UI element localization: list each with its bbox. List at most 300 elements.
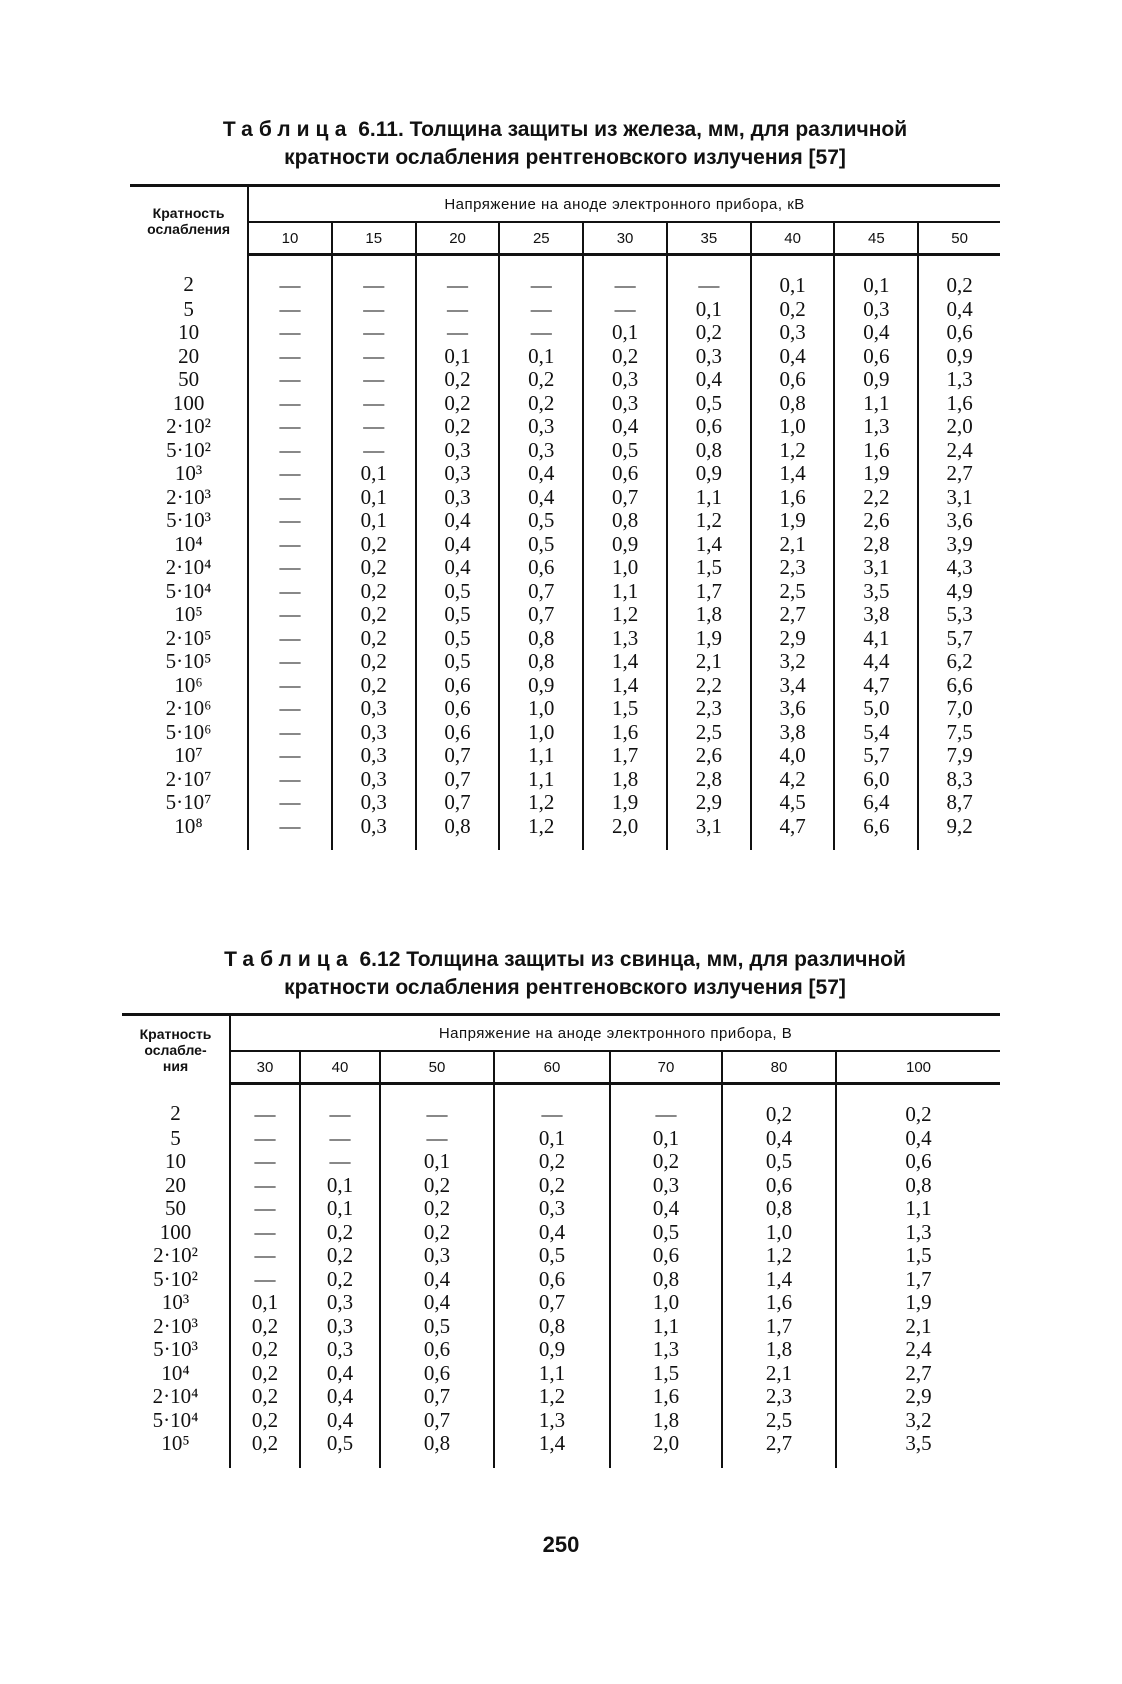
table-row (130, 580, 1000, 604)
table-row (122, 1268, 1000, 1292)
table-cell: 1,7 (905, 1266, 932, 1291)
table-cell: 1,6 (946, 390, 973, 415)
table-cell: 2,0 (583, 815, 667, 851)
table-cell: 2,5 (751, 580, 835, 604)
row-label: 2·10³ (122, 1315, 230, 1339)
table-row (122, 1197, 1000, 1221)
row-label: 5·10⁷ (130, 791, 248, 815)
column-header: 25 (499, 222, 583, 255)
row-label: 2·10⁷ (130, 768, 248, 792)
table-cell: 0,3 (300, 1338, 380, 1362)
table-cell: 0,4 (834, 321, 918, 345)
table-row (130, 255, 1000, 298)
table-cell: 0,9 (946, 343, 973, 368)
column-header: 15 (332, 222, 416, 255)
table-cell: 4,5 (751, 791, 835, 815)
table-cell: 0,3 (834, 298, 918, 322)
table-cell: 0,5 (499, 533, 583, 557)
table-cell: 0,2 (751, 298, 835, 322)
row-label: 5·10⁴ (130, 580, 248, 604)
table-cell: 0,3 (499, 439, 583, 463)
table-cell: — (667, 255, 751, 298)
table-cell: 0,8 (667, 439, 751, 463)
table-cell: 0,6 (416, 697, 500, 721)
table-cell: 0,5 (416, 580, 500, 604)
column-header: 80 (722, 1051, 836, 1084)
row-label: 100 (122, 1221, 230, 1245)
table-cell: — (248, 815, 332, 851)
table-cell: 0,4 (300, 1409, 380, 1433)
table-cell: — (230, 1268, 300, 1292)
table-row (130, 439, 1000, 463)
table-cell: 0,5 (416, 603, 500, 627)
table-cell: 0,2 (380, 1174, 494, 1198)
table-cell: 0,2 (380, 1197, 494, 1221)
table-row (130, 509, 1000, 533)
column-header: 40 (751, 222, 835, 255)
table-cell: 2,7 (946, 461, 973, 485)
table-cell: — (416, 298, 500, 322)
table-cell: 1,3 (494, 1409, 610, 1433)
row-label: 10³ (130, 462, 248, 486)
table-cell: — (248, 768, 332, 792)
row-header (122, 1015, 230, 1084)
table-cell: 1,6 (751, 486, 835, 510)
table-cell: 0,7 (416, 768, 500, 792)
table-row (122, 1432, 1000, 1468)
row-label: 20 (130, 345, 248, 369)
row-label: 10 (122, 1150, 230, 1174)
table-cell: 1,2 (583, 603, 667, 627)
table-cell: 1,0 (610, 1291, 722, 1315)
table-cell: 0,8 (751, 392, 835, 416)
table-cell: — (230, 1150, 300, 1174)
table-row (130, 627, 1000, 651)
table-6-11-caption-line1 (130, 116, 1000, 144)
table-cell: 0,9 (499, 674, 583, 698)
column-header: 30 (230, 1051, 300, 1084)
table-row (122, 1084, 1000, 1127)
table-cell: 0,2 (300, 1221, 380, 1245)
table-cell: — (416, 321, 500, 345)
table-row (130, 721, 1000, 745)
table-cell: — (248, 744, 332, 768)
table-cell: — (610, 1084, 722, 1127)
page-number: 250 (542, 1532, 580, 1557)
table-cell: 4,9 (946, 578, 973, 603)
table-cell: 1,9 (667, 627, 751, 651)
table-cell: — (248, 556, 332, 580)
row-label: 2·10² (130, 415, 248, 439)
table-cell: 1,0 (751, 415, 835, 439)
table-cell: 0,7 (494, 1291, 610, 1315)
table-cell: 2,9 (905, 1384, 932, 1408)
table-cell: 0,4 (722, 1127, 836, 1151)
table-cell: 0,4 (300, 1385, 380, 1409)
table-cell: 0,4 (416, 509, 500, 533)
table-cell: — (248, 533, 332, 557)
table-cell: 0,3 (583, 392, 667, 416)
table-6-12-label: Таблица (224, 948, 354, 971)
table-cell: 4,0 (751, 744, 835, 768)
table-cell: 0,5 (416, 627, 500, 651)
table-cell: 1,8 (610, 1409, 722, 1433)
table-cell: 3,5 (905, 1431, 932, 1455)
table-cell: 9,2 (946, 813, 973, 838)
table-cell: 0,1 (380, 1150, 494, 1174)
table-cell: 0,4 (380, 1268, 494, 1292)
table-cell: 0,2 (332, 674, 416, 698)
table-cell: 2,6 (667, 744, 751, 768)
table-cell: — (248, 721, 332, 745)
table-cell: — (230, 1197, 300, 1221)
table-cell: 1,4 (667, 533, 751, 557)
table-cell: 0,3 (300, 1315, 380, 1339)
table-cell: 0,2 (300, 1268, 380, 1292)
table-cell: 3,2 (751, 650, 835, 674)
table-cell: 0,6 (905, 1149, 932, 1173)
table-cell: 0,2 (494, 1150, 610, 1174)
table-cell: 0,3 (494, 1197, 610, 1221)
table-cell: 1,3 (946, 367, 973, 391)
table-cell: — (248, 509, 332, 533)
table-cell: 0,9 (834, 368, 918, 392)
table-cell: 0,2 (230, 1432, 300, 1468)
table-cell: 0,4 (499, 486, 583, 510)
table-cell: 2,4 (946, 437, 973, 462)
column-header: 60 (494, 1051, 610, 1084)
row-label: 2·10⁵ (130, 627, 248, 651)
table-cell: 0,3 (583, 368, 667, 392)
table-cell: — (248, 321, 332, 345)
table-cell: 1,6 (583, 721, 667, 745)
table-cell: 1,8 (722, 1338, 836, 1362)
table-6-12-title-2: кратности ослабления рентгеновского излучения [57] (284, 976, 846, 999)
table-cell: 4,1 (834, 627, 918, 651)
table-cell: 0,8 (722, 1197, 836, 1221)
table-cell: 1,5 (583, 697, 667, 721)
table-cell: 0,1 (332, 462, 416, 486)
table-cell: 1,0 (583, 556, 667, 580)
table-cell: 5,7 (834, 744, 918, 768)
table-cell: — (248, 580, 332, 604)
table-row (130, 697, 1000, 721)
table-cell: 0,2 (380, 1221, 494, 1245)
table-cell: 0,2 (332, 533, 416, 557)
table-cell: 0,8 (494, 1315, 610, 1339)
table-cell: 1,3 (583, 627, 667, 651)
table-cell: 0,2 (332, 603, 416, 627)
table-cell: 2,3 (722, 1385, 836, 1409)
table-6-12-caption-line1 (130, 946, 1000, 974)
table-cell: 0,2 (722, 1084, 836, 1127)
table-cell: 0,1 (667, 298, 751, 322)
table-cell: — (248, 368, 332, 392)
table-cell: 0,4 (583, 415, 667, 439)
table-cell: 2,8 (834, 533, 918, 557)
table-cell: — (248, 298, 332, 322)
table-cell: 0,4 (416, 556, 500, 580)
row-label: 2·10⁴ (122, 1385, 230, 1409)
table-cell: 0,8 (905, 1172, 932, 1197)
table-cell: 1,0 (499, 721, 583, 745)
row-label: 2 (130, 255, 248, 298)
row-label: 10⁵ (130, 603, 248, 627)
row-label: 5·10² (122, 1268, 230, 1292)
group-header: Напряжение на аноде электронного прибора, В (230, 1015, 1000, 1052)
table-cell: — (248, 603, 332, 627)
row-label: 100 (130, 392, 248, 416)
table-cell: — (248, 392, 332, 416)
table-cell: 0,7 (499, 603, 583, 627)
row-label: 50 (122, 1197, 230, 1221)
table-cell: 0,6 (380, 1338, 494, 1362)
table-cell: 0,6 (834, 345, 918, 369)
table-cell: 1,4 (494, 1432, 610, 1468)
table-cell: 0,3 (332, 697, 416, 721)
table-cell: 0,3 (416, 439, 500, 463)
table-cell: 0,2 (946, 273, 973, 297)
table-cell: 2,7 (722, 1432, 836, 1468)
table-cell: 0,2 (667, 321, 751, 345)
table-cell: 0,3 (667, 345, 751, 369)
table-cell: 2,9 (667, 791, 751, 815)
row-label: 10³ (122, 1291, 230, 1315)
table-cell: 0,1 (416, 345, 500, 369)
table-cell: 3,1 (946, 484, 973, 509)
table-cell: 4,2 (751, 768, 835, 792)
table-cell: 0,3 (416, 486, 500, 510)
table-row (122, 1244, 1000, 1268)
row-label: 5·10⁵ (130, 650, 248, 674)
table-6-11-label: Таблица (222, 118, 353, 141)
table-cell: 1,5 (610, 1362, 722, 1386)
table-row (122, 1127, 1000, 1151)
table-cell: 2,0 (610, 1432, 722, 1468)
table-cell: 0,3 (499, 415, 583, 439)
table-cell: 8,7 (946, 790, 973, 814)
row-label: 2·10⁶ (130, 697, 248, 721)
table-cell: 0,4 (380, 1291, 494, 1315)
column-header: 30 (583, 222, 667, 255)
table-cell: 1,7 (583, 744, 667, 768)
table-cell: 0,1 (332, 509, 416, 533)
table-cell: 0,1 (230, 1291, 300, 1315)
row-label: 5 (130, 298, 248, 322)
table-cell: 0,7 (416, 791, 500, 815)
row-label: 10⁴ (122, 1362, 230, 1386)
table-cell: 1,9 (834, 462, 918, 486)
table-cell: 2,1 (667, 650, 751, 674)
column-header: 20 (416, 222, 500, 255)
table-cell: — (248, 415, 332, 439)
table-cell: 3,4 (751, 674, 835, 698)
table-cell: 0,3 (300, 1291, 380, 1315)
table-cell: 2,1 (905, 1313, 932, 1338)
table-cell: 3,2 (905, 1407, 932, 1432)
table-row (130, 392, 1000, 416)
row-label: 20 (122, 1174, 230, 1198)
table-cell: 0,2 (494, 1174, 610, 1198)
table-row (130, 815, 1000, 851)
table-row (130, 415, 1000, 439)
column-header: 50 (918, 222, 1000, 255)
row-label: 2·10² (122, 1244, 230, 1268)
table-cell: 3,1 (667, 815, 751, 851)
table-cell: — (499, 321, 583, 345)
table-row (122, 1338, 1000, 1362)
table-cell: 2,2 (834, 486, 918, 510)
row-label: 2·10³ (130, 486, 248, 510)
table-cell: 0,4 (667, 368, 751, 392)
table-cell: 0,3 (332, 744, 416, 768)
table-cell: 0,7 (380, 1385, 494, 1409)
table-cell: 0,1 (332, 486, 416, 510)
table-cell: 1,1 (905, 1196, 932, 1220)
table-cell: 0,9 (667, 462, 751, 486)
table-cell: — (332, 392, 416, 416)
table-cell: — (248, 345, 332, 369)
table-cell: 7,0 (946, 696, 973, 720)
table-cell: — (248, 674, 332, 698)
row-header-line1: Кратность (139, 1025, 212, 1042)
table-cell: 0,2 (499, 392, 583, 416)
table-cell: 0,2 (230, 1362, 300, 1386)
table-cell: 4,4 (834, 650, 918, 674)
table-row (122, 1409, 1000, 1433)
table-cell: 0,2 (300, 1244, 380, 1268)
table-cell: — (583, 298, 667, 322)
table-cell: 0,6 (946, 320, 973, 344)
table-cell: 6,0 (834, 768, 918, 792)
table-cell: — (380, 1127, 494, 1151)
table-cell: 0,2 (416, 368, 500, 392)
table-cell: 1,3 (905, 1219, 932, 1244)
table-cell: 2,0 (946, 414, 973, 438)
row-label: 10⁶ (130, 674, 248, 698)
table-cell: 1,2 (667, 509, 751, 533)
column-header: 45 (834, 222, 918, 255)
table-row (130, 462, 1000, 486)
row-label: 5·10⁶ (130, 721, 248, 745)
table-cell: 3,6 (946, 508, 973, 532)
row-label: 5·10³ (122, 1338, 230, 1362)
row-label: 2·10⁴ (130, 556, 248, 580)
table-cell: 0,1 (499, 345, 583, 369)
table-cell: — (248, 791, 332, 815)
table-cell: 0,2 (583, 345, 667, 369)
table-cell: 0,2 (230, 1409, 300, 1433)
table-cell: — (416, 255, 500, 298)
table-cell: — (248, 627, 332, 651)
row-label: 5·10² (130, 439, 248, 463)
table-row (130, 791, 1000, 815)
table-cell: 0,6 (494, 1268, 610, 1292)
table-6-11-caption (130, 116, 1000, 172)
table-cell: 0,1 (583, 321, 667, 345)
table-cell: 0,5 (416, 650, 500, 674)
table-cell: 0,1 (834, 255, 918, 298)
table-6-12 (122, 1013, 1000, 1468)
table-cell: — (300, 1150, 380, 1174)
table-row (122, 1174, 1000, 1198)
table-cell: 2,4 (905, 1337, 932, 1361)
table-cell: 1,8 (583, 768, 667, 792)
table-cell: — (332, 439, 416, 463)
column-header: 35 (667, 222, 751, 255)
table-cell: 2,2 (667, 674, 751, 698)
table-cell: 0,6 (499, 556, 583, 580)
table-cell: 0,5 (583, 439, 667, 463)
table-row (130, 486, 1000, 510)
table-cell: 4,7 (834, 674, 918, 698)
table-cell: 0,5 (667, 392, 751, 416)
table-row (130, 345, 1000, 369)
table-cell: 0,8 (610, 1268, 722, 1292)
table-cell: 0,5 (722, 1150, 836, 1174)
table-cell: 1,8 (667, 603, 751, 627)
table-cell: 6,4 (834, 791, 918, 815)
row-label: 10⁸ (130, 815, 248, 851)
table-cell: 0,3 (332, 815, 416, 851)
table-cell: 1,1 (834, 392, 918, 416)
table-cell: — (230, 1084, 300, 1127)
column-header: 100 (836, 1051, 1000, 1084)
table-cell: — (248, 697, 332, 721)
table-cell: 0,8 (380, 1432, 494, 1468)
table-cell: 0,4 (610, 1197, 722, 1221)
table-cell: 0,5 (494, 1244, 610, 1268)
table-cell: 0,4 (300, 1362, 380, 1386)
table-cell: 0,5 (380, 1315, 494, 1339)
table-cell: 0,9 (583, 533, 667, 557)
table-cell: — (248, 462, 332, 486)
table-row (130, 368, 1000, 392)
row-label: 2 (122, 1084, 230, 1127)
table-cell: 0,2 (499, 368, 583, 392)
column-header: 50 (380, 1051, 494, 1084)
row-label: 10⁴ (130, 533, 248, 557)
table-cell: 1,9 (751, 509, 835, 533)
table-cell: 1,1 (610, 1315, 722, 1339)
table-cell: 0,1 (751, 255, 835, 298)
table-cell: 5,4 (834, 721, 918, 745)
table-row (130, 768, 1000, 792)
table-cell: 0,8 (416, 815, 500, 851)
table-row (130, 744, 1000, 768)
table-cell: 1,4 (583, 674, 667, 698)
table-cell: 1,2 (499, 791, 583, 815)
table-cell: 3,9 (946, 531, 973, 556)
table-cell: 1,6 (834, 439, 918, 463)
table-cell: 0,6 (667, 415, 751, 439)
table-cell: 3,5 (834, 580, 918, 604)
table-cell: — (332, 298, 416, 322)
table-cell: 0,6 (380, 1362, 494, 1386)
table-row (122, 1150, 1000, 1174)
table-cell: 0,1 (300, 1174, 380, 1198)
column-header: 10 (248, 222, 332, 255)
table-cell: 0,6 (722, 1174, 836, 1198)
table-6-11 (130, 184, 1000, 850)
table-cell: 0,3 (416, 462, 500, 486)
column-header: 70 (610, 1051, 722, 1084)
row-header-line1: Кратность (152, 204, 225, 221)
table-cell: 0,5 (300, 1432, 380, 1468)
table-cell: — (583, 255, 667, 298)
table-row (130, 556, 1000, 580)
table-cell: 0,4 (751, 345, 835, 369)
